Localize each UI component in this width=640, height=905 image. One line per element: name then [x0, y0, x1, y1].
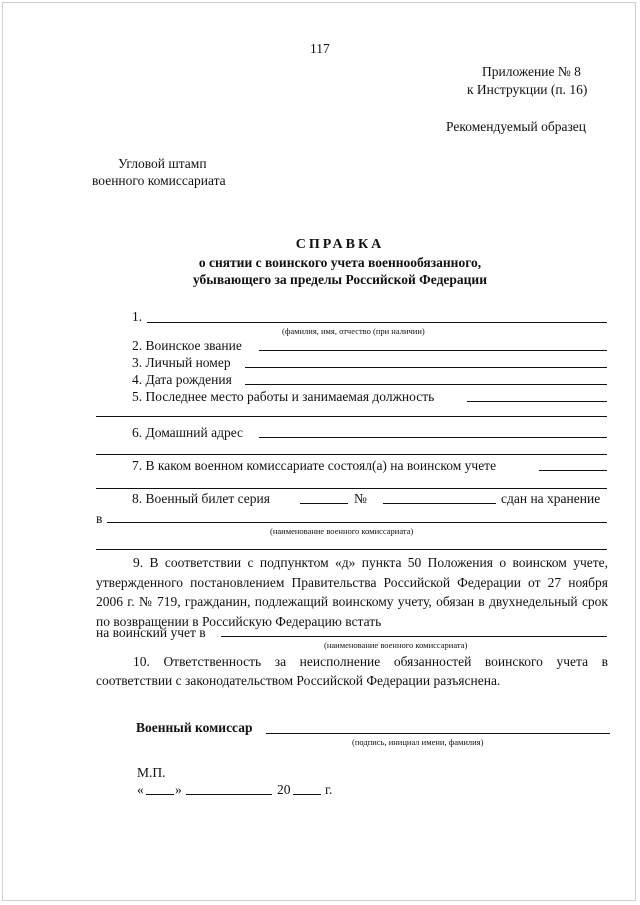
- corner-stamp-label-2: военного комиссариата: [92, 173, 226, 188]
- personal-number-label: 3. Личный номер: [132, 355, 231, 370]
- date-year-line[interactable]: [293, 794, 321, 795]
- birth-date-label: 4. Дата рождения: [132, 372, 232, 387]
- date-day-line[interactable]: [146, 794, 174, 795]
- document-subtitle-2: убывающего за пределы Российской Федерации: [192, 272, 487, 287]
- personal-number-line[interactable]: [245, 367, 607, 368]
- date-year-suffix: г.: [325, 782, 333, 797]
- full-name-line[interactable]: [147, 322, 607, 323]
- field-1-number: 1.: [132, 309, 143, 324]
- last-workplace-line-2[interactable]: [96, 416, 607, 417]
- recommended-sample: Рекомендуемый образец: [446, 119, 587, 134]
- deposited-commissariat-line[interactable]: [107, 522, 607, 523]
- date-year-prefix: 20: [277, 782, 291, 797]
- home-address-line-2[interactable]: [96, 454, 607, 455]
- home-address-label: 6. Домашний адрес: [132, 425, 244, 440]
- paragraph-10: 10. Ответственность за неисполнение обязанностей воинского учета в соответствии с законодательством Российской Федерации разъяснена.: [96, 654, 608, 688]
- military-rank-label: 2. Воинское звание: [132, 338, 242, 353]
- military-commissar-label: Военный комиссар: [136, 720, 253, 735]
- date-month-line[interactable]: [186, 794, 272, 795]
- registration-in-label: на воинский учет в: [96, 625, 206, 640]
- military-id-number-sign: №: [354, 491, 367, 506]
- date-open-quote: «: [137, 782, 144, 797]
- page-number: 117: [310, 41, 330, 56]
- birth-date-line[interactable]: [245, 384, 607, 385]
- military-id-number-line[interactable]: [383, 503, 496, 504]
- signature-line[interactable]: [266, 733, 610, 734]
- military-id-series-label: 8. Военный билет серия: [132, 491, 270, 506]
- registration-commissariat-line[interactable]: [221, 636, 607, 637]
- page-frame: [2, 2, 636, 901]
- document-subtitle-1: о снятии с воинского учета военнообязанного,: [198, 255, 482, 270]
- last-workplace-line[interactable]: [467, 401, 607, 402]
- appendix-reference: к Инструкции (п. 16): [467, 82, 588, 97]
- deposited-commissariat-hint: (наименование военного комиссариата): [270, 526, 414, 536]
- paragraph-9: 9. В соответствии с подпунктом «д» пункта 50 Положения о воинском учете, утвержденного постановлением Правительства Российской Федерации от 27 ноября 2006 г. № 719, гражданин, подлежащий воинскому учету, обязан в двухнедельный срок по возвращении в Российскую Федерацию встать: [96, 555, 608, 629]
- date-close-quote: »: [175, 782, 182, 797]
- full-name-hint: (фамилия, имя, отчество (при наличии): [282, 326, 425, 336]
- stamp-place-label: М.П.: [137, 765, 166, 780]
- signature-hint: (подпись, инициал имени, фамилия): [352, 737, 484, 747]
- appendix-number: Приложение № 8: [482, 64, 581, 79]
- registration-commissariat-hint: (наименование военного комиссариата): [324, 640, 468, 650]
- deposited-in-label: в: [96, 511, 103, 526]
- deposited-commissariat-line-2[interactable]: [96, 549, 607, 550]
- last-workplace-label: 5. Последнее место работы и занимаемая должность: [132, 389, 435, 404]
- commissariat-registered-line[interactable]: [539, 470, 607, 471]
- document-title: СПРАВКА: [295, 237, 385, 252]
- commissariat-registered-line-2[interactable]: [96, 488, 607, 489]
- military-id-series-line[interactable]: [300, 503, 348, 504]
- deposited-label: сдан на хранение: [501, 491, 601, 506]
- commissariat-registered-label: 7. В каком военном комиссариате состоял(а) на воинском учете: [132, 458, 497, 473]
- military-rank-line[interactable]: [259, 350, 607, 351]
- home-address-line[interactable]: [259, 437, 607, 438]
- corner-stamp-label: Угловой штамп: [118, 156, 207, 171]
